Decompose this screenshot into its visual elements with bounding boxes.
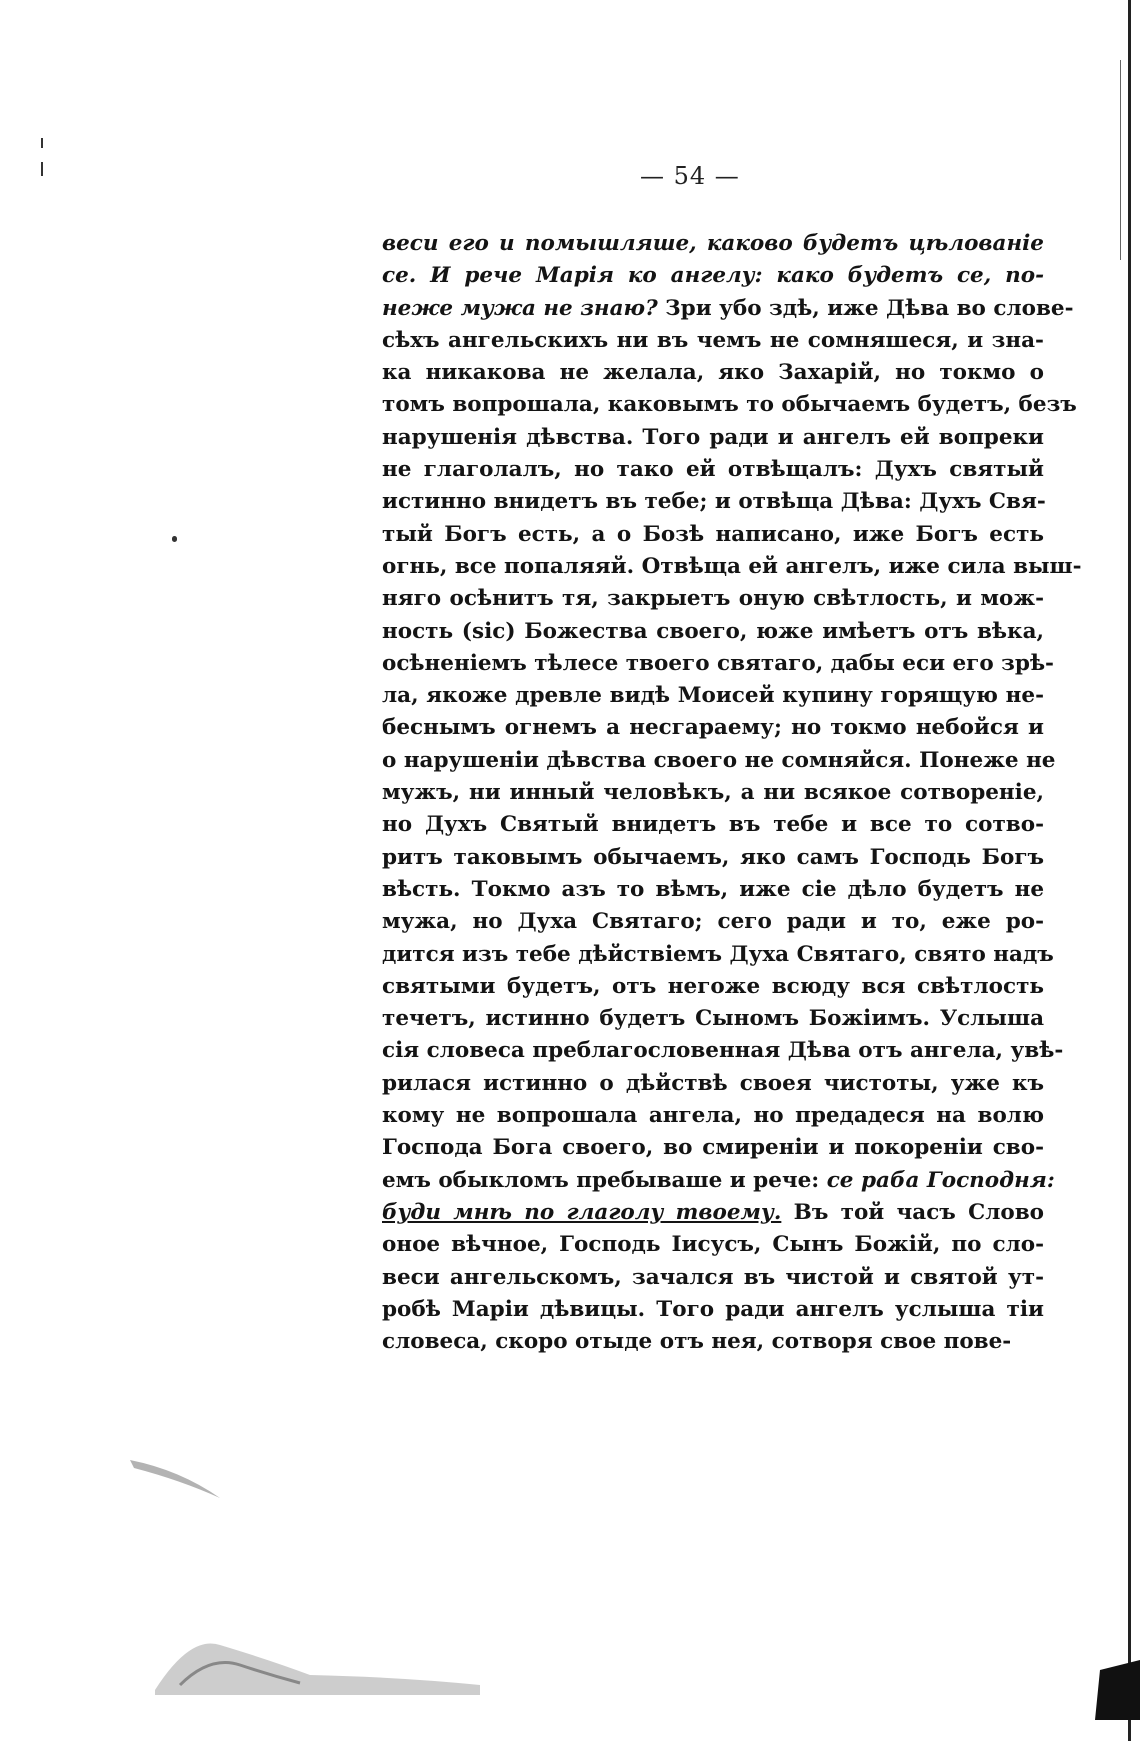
text-segment: о нарушеніи дѣвства своего не сомняйся. Понеже не (382, 747, 1056, 773)
text-segment: дится изъ тебе дѣйствіемъ Духа Святаго, свято надъ (382, 941, 1054, 967)
text-line (382, 228, 1044, 260)
text-line (382, 583, 1044, 615)
text-line (382, 1132, 1044, 1164)
text-line (382, 293, 1074, 325)
margin-tick (41, 162, 43, 176)
text-line (382, 1165, 1055, 1197)
text-line (382, 551, 1082, 583)
text-segment: сія словеса преблагословенная Дѣва отъ ангела, увѣ- (382, 1038, 1064, 1064)
text-segment: томъ вопрошала, каковымъ то обычаемъ будетъ, безъ (382, 392, 1077, 418)
text-line (382, 1003, 1044, 1035)
text-line (382, 842, 1044, 874)
text-segment: беснымъ огнемъ а несгараему; но токмо небойся и (382, 715, 1044, 741)
text-segment: тый Богъ есть, а о Бозѣ написано, иже Богъ есть (382, 521, 1044, 547)
text-segment: неже мужа не знаю? (382, 295, 658, 321)
text-segment: истинно внидетъ въ тебе; и отвѣща Дѣва: Духъ Свя- (382, 489, 1046, 515)
scan-edge-line-inner (1120, 60, 1121, 260)
text-line (382, 971, 1044, 1003)
text-line (382, 745, 1056, 777)
scan-smudge (150, 1605, 480, 1695)
text-segment: се раба Господня: (826, 1167, 1055, 1193)
text-line (382, 1262, 1044, 1294)
text-line (382, 616, 1044, 648)
text-segment: сѣхъ ангельскихъ ни въ чемъ не сомняшеся, и зна- (382, 327, 1044, 353)
text-line (382, 809, 1044, 841)
text-segment: няго осѣнитъ тя, закрыетъ оную свѣтлость, и мож- (382, 586, 1044, 612)
text-line (382, 906, 1044, 938)
text-line (382, 648, 1054, 680)
text-segment: осѣненіемъ тѣлесе твоего святаго, дабы еси его зрѣ- (382, 650, 1054, 676)
text-line (382, 1035, 1064, 1067)
text-segment: ритъ таковымъ обычаемъ, яко самъ Господь Богъ (382, 844, 1044, 870)
text-line (382, 486, 1044, 518)
text-line (382, 712, 1044, 744)
text-segment: робѣ Маріи дѣвицы. Того ради ангелъ услыша тіи (382, 1296, 1044, 1322)
text-line (382, 1068, 1044, 1100)
text-segment: емъ обыкломъ пребываше и рече: (382, 1167, 827, 1193)
scan-edge-line (1128, 0, 1131, 1741)
text-segment: огнь, все попаляяй. Отвѣща ей ангелъ, иже сила выш- (382, 553, 1082, 579)
text-segment: Зри убо здѣ, иже Дѣва во слове- (657, 295, 1074, 321)
text-segment: мужа, но Духа Святаго; сего ради и то, еже ро- (382, 909, 1044, 935)
text-segment: нарушенія дѣвства. Того ради и ангелъ ей вопреки (382, 424, 1044, 450)
text-segment: но Духъ Святый внидетъ въ тебе и все то сотво- (382, 812, 1044, 838)
margin-dot (172, 536, 177, 542)
text-line (382, 777, 1044, 809)
scan-smudge-right (1090, 1650, 1140, 1720)
text-segment: мужъ, ни инный человѣкъ, а ни всякое сотвореніе, (382, 780, 1044, 806)
text-segment: кому не вопрошала ангела, но предадеся на волю (382, 1103, 1044, 1129)
text-segment: словеса, скоро отыде отъ нея, сотворя свое пове- (382, 1329, 1012, 1355)
text-segment: ка никакова не желала, яко Захарій, но токмо о (382, 360, 1044, 386)
text-segment: ла, якоже древле видѣ Моисей купину горящую не- (382, 683, 1044, 709)
text-segment: веси его и помышляше, каково будетъ цѣлованіе (382, 231, 1044, 256)
text-line (382, 1229, 1044, 1261)
text-segment: Въ той часъ Слово (781, 1199, 1045, 1225)
text-segment: рилася истинно о дѣйствѣ своея чистоты, уже къ (382, 1070, 1044, 1096)
text-line (382, 1294, 1044, 1326)
text-line (382, 1326, 1044, 1358)
margin-tick (41, 138, 43, 148)
text-line (382, 939, 1054, 971)
body-text (382, 228, 1082, 1358)
text-segment: оное вѣчное, Господь Іисусъ, Сынъ Божій, по сло- (382, 1232, 1044, 1258)
text-line (382, 357, 1044, 389)
text-segment: не глаголалъ, но тако ей отвѣщалъ: Духъ святый (382, 457, 1044, 483)
page-fold-mark (120, 1440, 230, 1500)
text-line (382, 260, 1044, 292)
text-line (382, 680, 1044, 712)
text-segment: се. И рече Марія ко ангелу: како будетъ се, по- (382, 263, 1044, 289)
text-segment: веси ангельскомъ, зачался въ чистой и святой ут- (382, 1264, 1044, 1290)
text-line (382, 519, 1044, 551)
text-line (382, 325, 1044, 357)
page-number: — 54 — (640, 162, 740, 190)
text-segment: течетъ, истинно будетъ Сыномъ Божіимъ. Услыша (382, 1006, 1044, 1032)
text-segment: святыми будетъ, отъ негоже всюду вся свѣтлость (382, 973, 1044, 999)
text-segment: Господа Бога своего, во смиреніи и покореніи сво- (382, 1135, 1044, 1161)
text-segment: вѣсть. Токмо азъ то вѣмъ, иже сіе дѣло будетъ не (382, 876, 1044, 902)
text-line (382, 454, 1044, 486)
text-line (382, 389, 1077, 421)
text-segment: буди мнѣ по глаголу твоему. (382, 1199, 782, 1225)
text-segment: ность (sic) Божества своего, юже имѣетъ отъ вѣка, (382, 618, 1044, 644)
text-line (382, 1197, 1044, 1229)
text-line (382, 1100, 1044, 1132)
text-line (382, 422, 1044, 454)
text-line (382, 874, 1044, 906)
